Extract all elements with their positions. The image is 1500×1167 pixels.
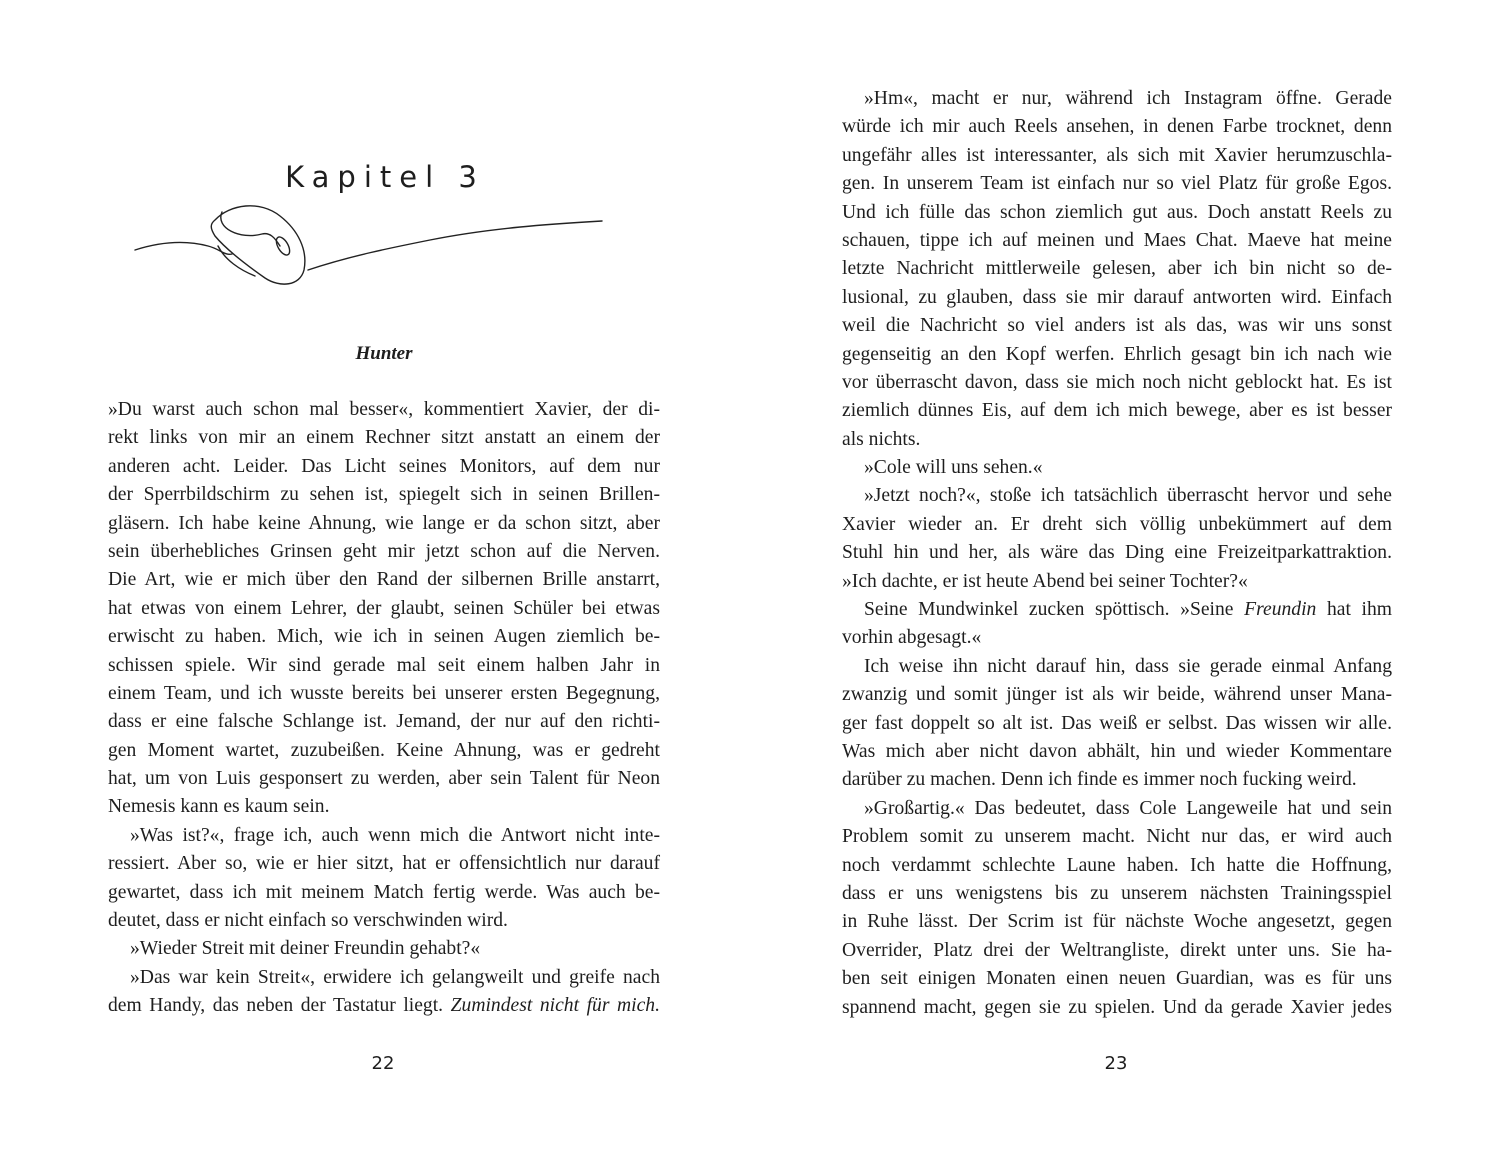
text-line [842,170,1392,198]
text-line [108,765,660,793]
text-line [842,227,1392,255]
text-line [108,850,660,878]
text-line [842,341,1392,369]
text-line-content: der Sperrbildschirm zu sehen ist, spiegelt sich in seinen Brillen- [108,484,660,506]
text-line [108,396,660,424]
text-line-content: ungefähr alles ist interessanter, als sich mit Xavier herumzuschla- [842,144,1392,166]
text-line-content: Die Art, wie er mich über den Rand der silbernen Brille anstarrt, [108,569,660,591]
text-line-content: Xavier wieder an. Er dreht sich völlig unbekümmert auf dem [842,513,1392,535]
text-line [108,822,660,850]
text-line-content: gegenseitig an den Kopf werfen. Ehrlich gesagt bin ich nach wie [842,343,1392,365]
text-line [842,908,1392,936]
text-line-content: anderen acht. Leider. Das Licht seines Monitors, auf dem nur [108,455,660,477]
computer-mouse-ornament-icon [130,198,610,298]
text-line-content: ziemlich dünnes Eis, auf dem ich mich bewege, aber es ist besser [842,400,1392,422]
text-line [108,680,660,708]
left-page-text [108,396,660,1021]
text-line [842,142,1392,170]
text-line [108,566,660,594]
text-line-content: hat ihm [1326,599,1392,621]
text-line-content: ger fast doppelt so alt ist. Das weiß er selbst. Das wissen wir alle. [842,712,1392,734]
text-line-content: lusional, zu glauben, dass sie mir darauf antworten wird. Einfach [842,286,1392,308]
text-line [842,511,1392,539]
italic-text: Zumindest nicht für mich. [450,995,660,1017]
text-line [842,965,1392,993]
text-line-content: »Das war kein Streit«, erwidere ich gelangweilt und greife nach [130,966,660,988]
text-line [108,595,660,623]
text-line [842,994,1392,1022]
text-line-content: hat etwas von einem Lehrer, der glaubt, seinen Schüler bei etwas [108,597,660,619]
right-page [750,0,1500,1167]
text-line [108,652,660,680]
text-line [842,766,1392,794]
text-line-content: »Was ist?«, frage ich, auch wenn mich die Antwort nicht inte- [130,824,660,846]
text-line-content: sein überhebliches Grinsen geht mir jetzt schon auf die Nerven. [108,540,660,562]
text-line-content: dem Handy, das neben der Tastatur liegt. [108,995,444,1017]
text-line [842,937,1392,965]
text-line [842,823,1392,851]
text-line [108,623,660,651]
text-line [842,880,1392,908]
text-line-content: Nemesis kann es kaum sein. [108,796,330,818]
text-line [842,795,1392,823]
text-line [842,397,1392,425]
text-line-content: deutet, dass er nicht einfach so verschwinden wird. [108,910,508,932]
text-line [108,964,660,992]
text-line-content: Ich weise ihn nicht darauf hin, dass sie gerade einmal Anfang [864,655,1392,677]
text-line [842,539,1392,567]
text-line-content: vorhin abgesagt.« [842,627,982,649]
text-line-content: gen Moment wartet, zuzubeißen. Keine Ahnung, was er gedreht [108,739,660,761]
text-line [108,907,660,935]
text-line-content: »Cole will uns sehen.« [864,457,1043,479]
text-line-content: Stuhl hin und her, als wäre das Ding eine Freizeitparkattraktion. [842,542,1392,564]
text-line-content: dass er uns wenigstens bis zu unserem nächsten Trainingsspiel [842,882,1392,904]
text-line-content: gläsern. Ich habe keine Ahnung, wie lange er da schon sitzt, aber [108,512,660,534]
text-line-content: ressiert. Aber so, wie er hier sitzt, hat er offensichtlich nur darauf [108,853,660,875]
text-line [842,284,1392,312]
text-line [842,596,1392,624]
text-line-content: vor überrascht davon, dass sie mich noch nicht geblockt hat. Es ist [842,371,1392,393]
page-number-right: 23 [1104,1053,1128,1074]
text-line [842,255,1392,283]
text-line-content: Und ich fülle das schon ziemlich gut aus. Doch anstatt Reels zu [842,201,1392,223]
text-line-content: einem Team, und ich wusste bereits bei unserer ersten Begegnung, [108,682,660,704]
text-line [842,312,1392,340]
text-line [108,708,660,736]
text-line [842,113,1392,141]
text-line-content: »Wieder Streit mit deiner Freundin gehabt?« [130,938,481,960]
text-line [842,624,1392,652]
pov-heading: Hunter [355,343,413,364]
space [1316,599,1327,620]
chapter-title: Kapitel 3 [285,160,485,194]
text-line-content: dass er eine falsche Schlange ist. Jemand, der nur auf den richti- [108,711,660,733]
text-line-content: ben seit einigen Monaten einen neuen Guardian, was es für uns [842,968,1392,990]
text-line [108,453,660,481]
text-line [842,85,1392,113]
text-line [108,935,660,963]
text-line [842,454,1392,482]
text-line-content: als nichts. [842,428,921,450]
text-line-content: »Ich dachte, er ist heute Abend bei seiner Tochter?« [842,570,1248,592]
text-line-content: Problem somit zu unserem macht. Nicht nur das, er wird auch [842,826,1392,848]
text-line [842,653,1392,681]
text-line-content: »Hm«, macht er nur, während ich Instagram öffne. Gerade [864,88,1392,109]
text-line-content: in Ruhe lässt. Der Scrim ist für nächste Woche angesetzt, gegen [842,911,1392,933]
text-line [108,424,660,452]
text-line-content: Overrider, Platz drei der Weltrangliste, direkt unter uns. Sie ha- [842,939,1392,961]
text-line [842,199,1392,227]
text-line [842,681,1392,709]
text-line [842,738,1392,766]
page-number-left: 22 [371,1053,395,1074]
text-line-content: erwischt zu haben. Mich, wie ich in seinen Augen ziemlich be- [108,626,660,648]
italic-text: Freundin [1244,599,1317,621]
text-line-content: gewartet, dass ich mit meinem Match fertig werde. Was auch be- [108,881,660,903]
text-line-content: Seine Mundwinkel zucken spöttisch. »Seine [864,599,1234,621]
text-line [108,793,660,821]
text-line-content: letzte Nachricht mittlerweile gelesen, aber ich bin nicht so de- [842,258,1392,280]
text-line-content: würde ich mir auch Reels ansehen, in denen Farbe trocknet, denn [842,116,1392,138]
text-line [842,369,1392,397]
text-line-content: rekt links von mir an einem Rechner sitzt anstatt an einem der [108,427,660,449]
space [1234,599,1245,620]
right-page-text [842,85,1392,1022]
space [443,995,451,1016]
text-line-content: schauen, tippe ich auf meinen und Maes Chat. Maeve hat meine [842,229,1392,251]
text-line-content: hat, um von Luis gesponsert zu werden, aber sein Talent für Neon [108,768,660,790]
text-line [842,852,1392,880]
text-line [108,992,660,1020]
text-line-content: noch verdammt schlechte Laune haben. Ich hatte die Hoffnung, [842,854,1392,876]
text-line-content: darüber zu machen. Denn ich finde es immer noch fucking weird. [842,769,1357,791]
text-line [108,481,660,509]
text-line-content: »Großartig.« Das bedeutet, dass Cole Langeweile hat und sein [864,797,1392,819]
text-line-content: schissen spiele. Wir sind gerade mal seit einem halben Jahr in [108,654,660,676]
text-line-content: »Du warst auch schon mal besser«, kommentiert Xavier, der di- [108,399,660,420]
text-line [108,737,660,765]
text-line [108,538,660,566]
text-line-content: gen. In unserem Team ist einfach nur so viel Platz für große Egos. [842,173,1392,195]
text-line [842,482,1392,510]
text-line [108,510,660,538]
text-line [108,879,660,907]
text-line-content: »Jetzt noch?«, stoße ich tatsächlich überrascht hervor und sehe [864,485,1392,507]
text-line [842,426,1392,454]
text-line-content: zwanzig und somit jünger ist als wir beide, während unser Mana- [842,684,1392,706]
text-line-content: Was mich aber nicht davon abhält, hin und wieder Kommentare [842,740,1392,762]
text-line [842,568,1392,596]
text-line-content: spannend macht, gegen sie zu spielen. Und da gerade Xavier jedes [842,996,1392,1018]
text-line [842,710,1392,738]
text-line-content: weil die Nachricht so viel anders ist als das, was wir uns sonst [842,315,1392,337]
